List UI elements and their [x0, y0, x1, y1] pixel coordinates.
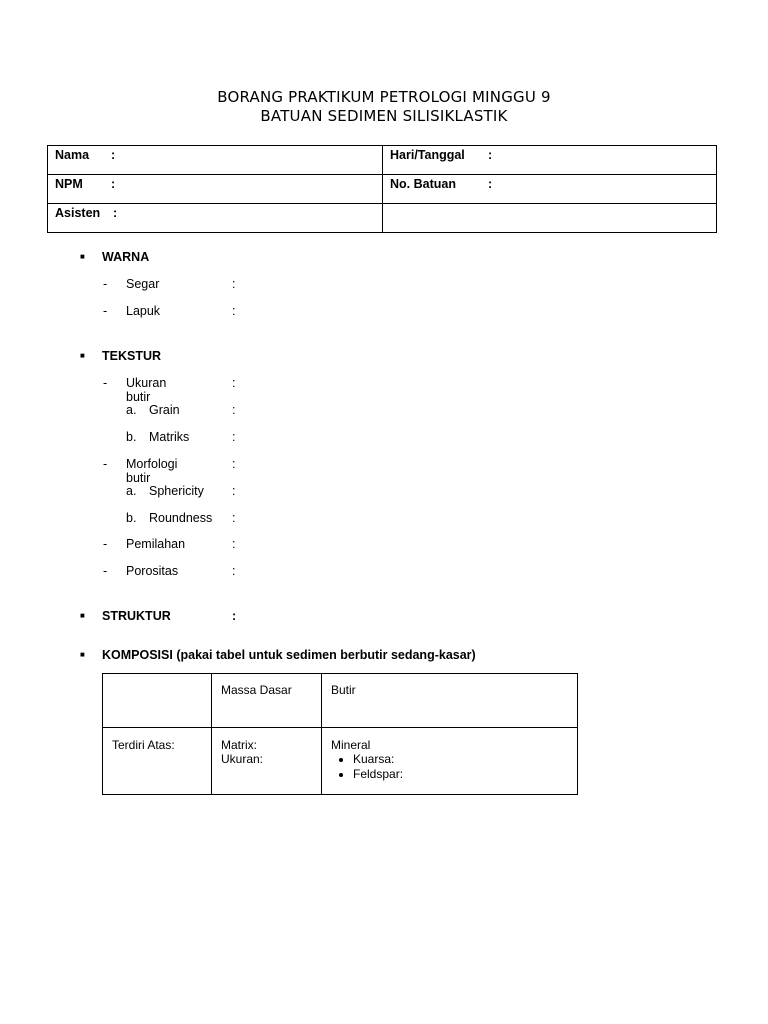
npm-cell[interactable] — [48, 175, 383, 204]
field-label: Morfologi butir — [126, 457, 178, 485]
nama-label: Nama — [55, 148, 90, 162]
colon: : — [488, 148, 493, 162]
colon: : — [232, 376, 236, 390]
colon: : — [488, 177, 493, 191]
table-row — [103, 674, 578, 728]
dash-mark: - — [103, 277, 108, 291]
colon: : — [232, 457, 236, 471]
table-row — [48, 175, 717, 204]
colon: : — [232, 403, 236, 417]
field-label: Ukuran butir — [126, 376, 167, 404]
colon: : — [232, 511, 236, 525]
square-bullet-icon: ■ — [80, 252, 85, 261]
header-empty-cell — [103, 674, 212, 728]
square-bullet-icon: ■ — [80, 351, 85, 360]
colon: : — [232, 304, 236, 318]
colon: : — [232, 609, 237, 623]
square-bullet-icon: ■ — [80, 611, 85, 620]
dash-mark: - — [103, 376, 108, 390]
list-marker: b. — [126, 430, 137, 444]
field-label: Porositas — [126, 564, 179, 578]
dash-mark: - — [103, 537, 108, 551]
list-marker: a. — [126, 484, 137, 498]
colon: : — [232, 537, 236, 551]
massa-dasar-cell[interactable] — [212, 728, 322, 795]
field-label: Segar — [126, 277, 160, 291]
colon: : — [111, 148, 116, 162]
section-title: TEKSTUR — [102, 349, 162, 363]
asisten-label: Asisten — [55, 206, 101, 220]
dash-mark: - — [103, 564, 108, 578]
section-title: KOMPOSISI (pakai tabel untuk sedimen berbutir sedang-kasar) — [102, 648, 476, 662]
no-batuan-label: No. Batuan — [390, 177, 456, 191]
colon: : — [113, 206, 118, 220]
colon: : — [232, 277, 236, 291]
list-marker: b. — [126, 511, 137, 525]
colon: : — [232, 564, 236, 578]
mineral-label: Mineral — [331, 738, 371, 752]
matrix-label: Matrix: — [221, 738, 257, 752]
field-label: Grain — [149, 403, 180, 417]
composition-table — [102, 673, 578, 795]
section-tekstur — [80, 349, 161, 363]
list-item: • Feldspar: — [353, 767, 568, 782]
field-label: Sphericity — [149, 484, 204, 498]
mineral-list — [331, 752, 568, 782]
butir-cell[interactable] — [322, 728, 578, 795]
colon: : — [111, 177, 116, 191]
field-label: Matriks — [149, 430, 190, 444]
no-batuan-cell[interactable] — [383, 175, 717, 204]
square-bullet-icon: ■ — [80, 650, 85, 659]
asisten-cell[interactable] — [48, 204, 383, 233]
table-row — [103, 728, 578, 795]
npm-label: NPM — [55, 177, 83, 191]
dash-mark: - — [103, 304, 108, 318]
nama-cell[interactable] — [48, 146, 383, 175]
ukuran-label: Ukuran: — [221, 752, 264, 766]
empty-cell[interactable] — [383, 204, 717, 233]
list-marker: a. — [126, 403, 137, 417]
table-row — [48, 146, 717, 175]
section-title: STRUKTUR — [102, 609, 171, 623]
info-table — [47, 145, 717, 233]
dash-mark: - — [103, 457, 108, 471]
section-komposisi — [80, 648, 476, 662]
table-row — [48, 204, 717, 233]
list-item: • Kuarsa: — [353, 752, 568, 767]
section-struktur — [80, 609, 171, 623]
colon: : — [232, 430, 236, 444]
section-warna — [80, 250, 149, 264]
section-title: WARNA — [102, 250, 150, 264]
form-title-line1: BORANG PRAKTIKUM PETROLOGI MINGGU 9 — [217, 88, 551, 106]
field-label: Lapuk — [126, 304, 161, 318]
header-butir: Butir — [322, 674, 578, 728]
header-massa-dasar: Massa Dasar — [212, 674, 322, 728]
field-label: Roundness — [149, 511, 213, 525]
form-title-line2: BATUAN SEDIMEN SILISIKLASTIK — [260, 107, 508, 125]
terdiri-atas-label: Terdiri Atas: — [103, 728, 212, 795]
colon: : — [232, 484, 236, 498]
hari-tanggal-label: Hari/Tanggal — [390, 148, 465, 162]
field-label: Pemilahan — [126, 537, 186, 551]
hari-tanggal-cell[interactable] — [383, 146, 717, 175]
